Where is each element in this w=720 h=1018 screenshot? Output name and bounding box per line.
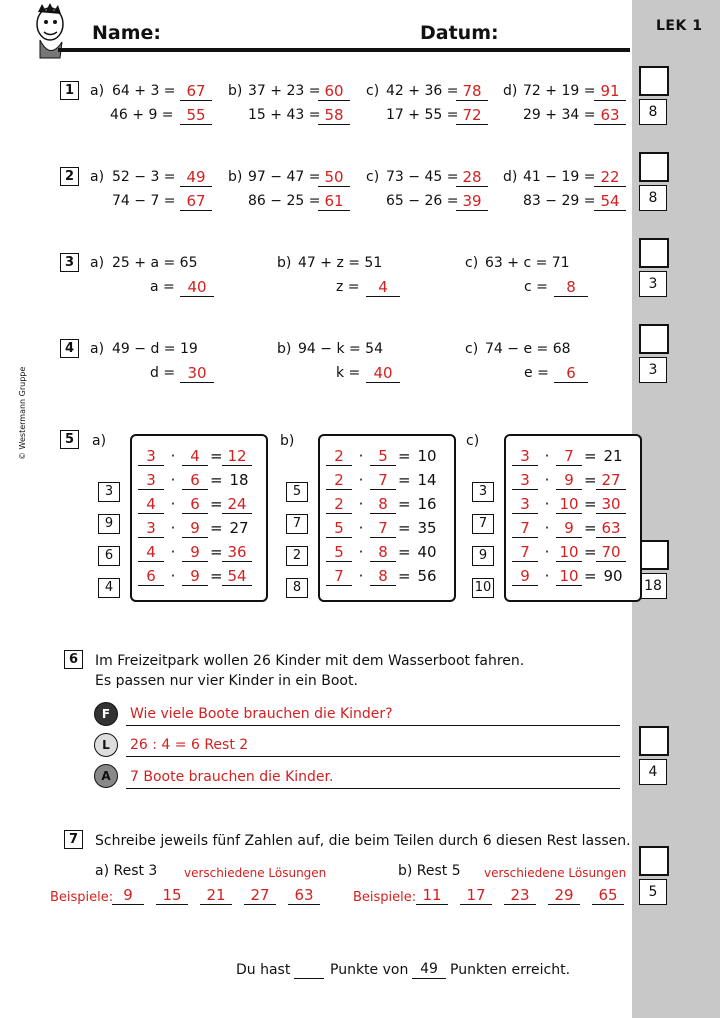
total-points: 49 <box>412 960 446 979</box>
task2-d-tag: d) <box>503 169 518 185</box>
date-label: Datum: <box>420 22 499 44</box>
task6-text-line2: Es passen nur vier Kinder in ein Boot. <box>95 673 358 689</box>
factor-peg: 6 <box>98 546 120 566</box>
equals-sign: = <box>210 447 223 465</box>
task7-a-label: a) Rest 3 <box>95 863 158 879</box>
task1-b-tag: b) <box>228 83 243 99</box>
product-value: 90 <box>603 567 623 585</box>
task-number-6: 6 <box>64 650 83 669</box>
task-number-2: 2 <box>60 167 79 186</box>
max-points-3: 3 <box>639 271 667 297</box>
dot-operator: · <box>358 447 364 465</box>
score-box-1[interactable] <box>639 66 669 96</box>
dot-operator: · <box>544 519 550 537</box>
footer-mid: Punkte von <box>330 962 409 978</box>
task3-a-tag: a) <box>90 255 105 271</box>
answer-field[interactable]: 60 <box>318 82 350 101</box>
equals-sign: = <box>584 519 597 537</box>
score-box-6[interactable] <box>639 726 669 756</box>
task2-a-eq2: 74 − 7 = <box>112 193 176 209</box>
remainder-answer-field[interactable]: 21 <box>200 886 232 905</box>
factor-field[interactable]: 6 <box>182 471 208 490</box>
task7-a-note: verschiedene Lösungen <box>184 866 327 880</box>
dot-operator: · <box>358 567 364 585</box>
answer-field[interactable]: 61 <box>318 192 350 211</box>
factor-peg: 9 <box>98 514 120 534</box>
answer-field[interactable]: 67 <box>180 192 212 211</box>
factor-field[interactable]: 7 <box>326 567 352 586</box>
task1-c-eq1: 42 + 36 = <box>386 83 459 99</box>
max-points-2: 8 <box>639 185 667 211</box>
task4-a-equation: 49 − d = 19 <box>112 341 198 357</box>
remainder-answer-field[interactable]: 65 <box>592 886 624 905</box>
factor-field[interactable]: 4 <box>182 447 208 466</box>
product-value: 35 <box>417 519 437 537</box>
dot-operator: · <box>544 495 550 513</box>
task-number-3: 3 <box>60 253 79 272</box>
dot-operator: · <box>358 519 364 537</box>
task6-text-line1: Im Freizeitpark wollen 26 Kinder mit dem Wasserboot fahren. <box>95 653 525 669</box>
task1-a-eq1: 64 + 3 = <box>112 83 176 99</box>
board-tag: c) <box>466 433 480 449</box>
product-field[interactable]: 24 <box>222 495 252 514</box>
dot-operator: · <box>170 471 176 489</box>
factor-field[interactable]: 8 <box>370 543 396 562</box>
equals-sign: = <box>584 471 597 489</box>
task2-d-eq2: 83 − 29 = <box>523 193 596 209</box>
dot-operator: · <box>170 447 176 465</box>
factor-field[interactable]: 3 <box>512 471 538 490</box>
task4-c-tag: c) <box>465 341 479 357</box>
task2-b-eq1: 97 − 47 = <box>248 169 321 185</box>
answer-field[interactable]: 58 <box>318 106 350 125</box>
task1-a-tag: a) <box>90 83 105 99</box>
factor-field[interactable]: 5 <box>370 447 396 466</box>
remainder-answer-field[interactable]: 27 <box>244 886 276 905</box>
factor-field[interactable]: 10 <box>556 567 582 586</box>
factor-field[interactable]: 6 <box>182 495 208 514</box>
task3-b-var: z = <box>336 279 360 295</box>
task3-c-var: c = <box>524 279 548 295</box>
factor-peg: 3 <box>98 482 120 502</box>
factor-field[interactable]: 9 <box>182 567 208 586</box>
task2-c-eq2: 65 − 26 = <box>386 193 459 209</box>
answer-field[interactable]: 30 <box>180 364 214 383</box>
answer-field[interactable]: 50 <box>318 168 350 187</box>
dot-operator: · <box>544 543 550 561</box>
factor-peg: 4 <box>98 578 120 598</box>
task4-b-tag: b) <box>277 341 292 357</box>
task3-c-equation: 63 + c = 71 <box>485 255 570 271</box>
factor-field[interactable]: 9 <box>182 543 208 562</box>
score-box-7[interactable] <box>639 846 669 876</box>
task1-c-eq2: 17 + 55 = <box>386 107 459 123</box>
factor-peg: 7 <box>472 514 494 534</box>
question-answer: Wie viele Boote brauchen die Kinder? <box>130 706 393 722</box>
answer-field[interactable]: 54 <box>594 192 626 211</box>
factor-field[interactable]: 6 <box>138 567 164 586</box>
remainder-answer-field[interactable]: 9 <box>112 886 144 905</box>
task3-c-tag: c) <box>465 255 479 271</box>
task2-a-tag: a) <box>90 169 105 185</box>
remainder-answer-field[interactable]: 15 <box>156 886 188 905</box>
response-answer: 7 Boote brauchen die Kinder. <box>130 769 334 785</box>
solution-answer: 26 : 4 = 6 Rest 2 <box>130 737 249 753</box>
task1-a-eq2: 46 + 9 = <box>110 107 174 123</box>
task7-b-label: b) Rest 5 <box>398 863 461 879</box>
equals-sign: = <box>210 567 223 585</box>
answer-field[interactable]: 8 <box>554 278 588 297</box>
task-number-7: 7 <box>64 830 83 849</box>
equals-sign: = <box>398 495 411 513</box>
task1-b-eq1: 37 + 23 = <box>248 83 321 99</box>
factor-peg: 2 <box>286 546 308 566</box>
product-value: 56 <box>417 567 437 585</box>
task1-d-eq1: 72 + 19 = <box>523 83 596 99</box>
question-line[interactable] <box>126 725 620 726</box>
answer-field[interactable]: 78 <box>456 82 488 101</box>
factor-field[interactable]: 9 <box>556 471 582 490</box>
score-box-5[interactable] <box>639 540 669 570</box>
answer-field[interactable]: 22 <box>594 168 626 187</box>
factor-field[interactable]: 8 <box>370 495 396 514</box>
remainder-answer-field[interactable]: 63 <box>288 886 320 905</box>
task2-b-eq2: 86 − 25 = <box>248 193 321 209</box>
remainder-answer-field[interactable]: 23 <box>504 886 536 905</box>
equals-sign: = <box>584 567 597 585</box>
factor-field[interactable]: 4 <box>138 543 164 562</box>
remainder-answer-field[interactable]: 17 <box>460 886 492 905</box>
task-number-1: 1 <box>60 81 79 100</box>
factor-field[interactable]: 9 <box>182 519 208 538</box>
factor-peg: 8 <box>286 578 308 598</box>
factor-field[interactable]: 3 <box>512 495 538 514</box>
task1-d-eq2: 29 + 34 = <box>523 107 596 123</box>
equals-sign: = <box>584 447 597 465</box>
max-points-1: 8 <box>639 99 667 125</box>
factor-field[interactable]: 2 <box>326 471 352 490</box>
answer-field[interactable]: 28 <box>456 168 488 187</box>
task2-c-eq1: 73 − 45 = <box>386 169 459 185</box>
answer-field[interactable]: 55 <box>180 106 212 125</box>
product-value: 16 <box>417 495 437 513</box>
remainder-answer-field[interactable]: 11 <box>416 886 448 905</box>
equals-sign: = <box>398 447 411 465</box>
factor-field[interactable]: 7 <box>512 519 538 538</box>
answer-field[interactable]: 40 <box>180 278 214 297</box>
product-value: 27 <box>229 519 249 537</box>
factor-peg: 5 <box>286 482 308 502</box>
answer-field[interactable]: 67 <box>180 82 212 101</box>
factor-field[interactable]: 4 <box>138 495 164 514</box>
task7-b-examples-label: Beispiele: <box>353 890 417 905</box>
task3-a-var: a = <box>150 279 175 295</box>
equals-sign: = <box>398 543 411 561</box>
factor-field[interactable]: 7 <box>556 447 582 466</box>
solution-badge: L <box>94 733 118 757</box>
dot-operator: · <box>358 471 364 489</box>
factor-field[interactable]: 3 <box>138 471 164 490</box>
task1-d-tag: d) <box>503 83 518 99</box>
task3-a-equation: 25 + a = 65 <box>112 255 198 271</box>
product-field[interactable]: 27 <box>596 471 626 490</box>
answer-line[interactable] <box>126 788 620 789</box>
product-field[interactable]: 12 <box>222 447 252 466</box>
max-points-7: 5 <box>639 879 667 905</box>
product-field[interactable]: 54 <box>222 567 252 586</box>
task2-b-tag: b) <box>228 169 243 185</box>
product-value: 40 <box>417 543 437 561</box>
dot-operator: · <box>544 447 550 465</box>
factor-field[interactable]: 2 <box>326 495 352 514</box>
factor-field[interactable]: 5 <box>326 519 352 538</box>
task7-a-examples-label: Beispiele: <box>50 890 114 905</box>
equals-sign: = <box>398 519 411 537</box>
task4-b-var: k = <box>336 365 361 381</box>
product-field[interactable]: 36 <box>222 543 252 562</box>
factor-field[interactable]: 9 <box>556 519 582 538</box>
task3-b-tag: b) <box>277 255 292 271</box>
product-field[interactable]: 70 <box>596 543 626 562</box>
max-points-5: 18 <box>639 573 667 599</box>
factor-field[interactable]: 2 <box>326 447 352 466</box>
factor-peg: 7 <box>286 514 308 534</box>
dot-operator: · <box>170 519 176 537</box>
equals-sign: = <box>398 567 411 585</box>
factor-field[interactable]: 5 <box>326 543 352 562</box>
product-value: 10 <box>417 447 437 465</box>
equals-sign: = <box>584 495 597 513</box>
dot-operator: · <box>170 543 176 561</box>
factor-peg: 10 <box>472 578 494 598</box>
product-field[interactable]: 63 <box>596 519 626 538</box>
dot-operator: · <box>544 471 550 489</box>
score-field[interactable] <box>294 960 324 979</box>
footer-pre: Du hast <box>236 962 291 978</box>
task7-instruction: Schreibe jeweils fünf Zahlen auf, die beim Teilen durch 6 diesen Rest lassen. <box>95 833 631 849</box>
footer-post: Punkten erreicht. <box>450 962 571 978</box>
max-points-4: 3 <box>639 357 667 383</box>
task2-a-eq1: 52 − 3 = <box>112 169 176 185</box>
board-tag: a) <box>92 433 107 449</box>
answer-field[interactable]: 91 <box>594 82 626 101</box>
dot-operator: · <box>358 495 364 513</box>
equals-sign: = <box>584 543 597 561</box>
factor-field[interactable]: 3 <box>138 447 164 466</box>
answer-field[interactable]: 6 <box>554 364 588 383</box>
task2-c-tag: c) <box>366 169 380 185</box>
task-number-5: 5 <box>60 430 79 449</box>
max-points-6: 4 <box>639 759 667 785</box>
score-box-2[interactable] <box>639 152 669 182</box>
factor-peg: 3 <box>472 482 494 502</box>
solution-line[interactable] <box>126 756 620 757</box>
dot-operator: · <box>170 495 176 513</box>
task2-d-eq1: 41 − 19 = <box>523 169 596 185</box>
equals-sign: = <box>398 471 411 489</box>
factor-field[interactable]: 7 <box>512 543 538 562</box>
task4-c-var: e = <box>524 365 549 381</box>
score-box-3[interactable] <box>639 238 669 268</box>
question-badge: F <box>94 702 118 726</box>
dot-operator: · <box>358 543 364 561</box>
factor-field[interactable]: 10 <box>556 543 582 562</box>
answer-field[interactable]: 39 <box>456 192 488 211</box>
score-box-4[interactable] <box>639 324 669 354</box>
factor-field[interactable]: 7 <box>370 519 396 538</box>
equals-sign: = <box>210 471 223 489</box>
copyright: © Westermann Gruppe <box>18 366 27 460</box>
answer-badge: A <box>94 764 118 788</box>
board-tag: b) <box>280 433 295 449</box>
task4-a-var: d = <box>150 365 176 381</box>
product-value: 21 <box>603 447 623 465</box>
lek-label: LEK 1 <box>656 18 703 34</box>
factor-field[interactable]: 7 <box>370 471 396 490</box>
task7-b-note: verschiedene Lösungen <box>484 866 627 880</box>
factor-peg: 9 <box>472 546 494 566</box>
answer-field[interactable]: 49 <box>180 168 212 187</box>
factor-field[interactable]: 8 <box>370 567 396 586</box>
factor-field[interactable]: 10 <box>556 495 582 514</box>
task4-a-tag: a) <box>90 341 105 357</box>
name-label: Name: <box>92 22 162 44</box>
dot-operator: · <box>170 567 176 585</box>
answer-field[interactable]: 72 <box>456 106 488 125</box>
product-value: 18 <box>229 471 249 489</box>
equals-sign: = <box>210 543 223 561</box>
answer-field[interactable]: 40 <box>366 364 400 383</box>
equals-sign: = <box>210 519 223 537</box>
answer-field[interactable]: 63 <box>594 106 626 125</box>
remainder-answer-field[interactable]: 29 <box>548 886 580 905</box>
header-rule <box>58 48 630 52</box>
task1-c-tag: c) <box>366 83 380 99</box>
task-number-4: 4 <box>60 339 79 358</box>
factor-field[interactable]: 3 <box>512 447 538 466</box>
dot-operator: · <box>544 567 550 585</box>
product-field[interactable]: 30 <box>596 495 626 514</box>
product-value: 14 <box>417 471 437 489</box>
task4-b-equation: 94 − k = 54 <box>298 341 383 357</box>
equals-sign: = <box>210 495 223 513</box>
factor-field[interactable]: 9 <box>512 567 538 586</box>
task4-c-equation: 74 − e = 68 <box>485 341 571 357</box>
task3-b-equation: 47 + z = 51 <box>298 255 383 271</box>
answer-field[interactable]: 4 <box>366 278 400 297</box>
task1-b-eq2: 15 + 43 = <box>248 107 321 123</box>
factor-field[interactable]: 3 <box>138 519 164 538</box>
